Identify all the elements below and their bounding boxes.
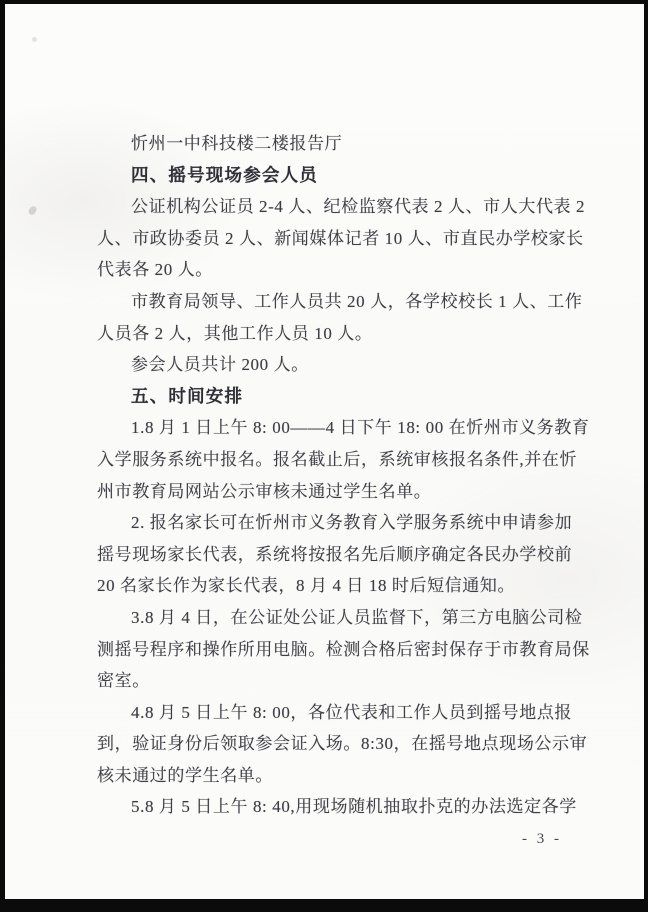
text-line: 人、市政协委员 2 人、新闻媒体记者 10 人、市直民办学校家长 — [97, 228, 584, 248]
text-line: 代表各 20 人。 — [97, 260, 213, 280]
text-line: 5.8 月 5 日上午 8: 40,用现场随机抽取扑克的办法选定各学 — [131, 797, 577, 817]
text-line: 参会人员共计 200 人。 — [131, 355, 309, 375]
text-line: 市教育局领导、工作人员共 20 人，各学校校长 1 人、工作 — [131, 291, 583, 311]
text-line: 3.8 月 4 日，在公证处公证人员监督下，第三方电脑公司检 — [131, 607, 583, 627]
scan-noise-speck — [32, 37, 37, 42]
text-line: 入学服务系统中报名。报名截止后，系统审核报名条件,并在忻 — [97, 449, 578, 469]
text-line: 到，验证身份后领取参会证入场。8:30，在摇号地点现场公示审 — [97, 734, 588, 754]
text-line: 核未通过的学生名单。 — [97, 765, 273, 785]
page-number: - 3 - — [522, 831, 562, 847]
text-line: 摇号现场家长代表，系统将按报名先后顺序确定各民办学校前 — [97, 544, 573, 564]
scan-noise-speck — [27, 205, 37, 216]
document-page — [5, 4, 644, 899]
text-line: 公证机构公证员 2-4 人、纪检监察代表 2 人、市人大代表 2 — [131, 197, 586, 217]
text-line: 州市教育局网站公示审核未通过学生名单。 — [97, 481, 432, 501]
text-line: 20 名家长作为家长代表，8 月 4 日 18 时后短信通知。 — [97, 576, 516, 596]
venue-line: 忻州一中科技楼二楼报告厅 — [131, 134, 343, 153]
text-line: 1.8 月 1 日上午 8: 00——4 日下午 18: 00 在忻州市义务教育 — [131, 418, 590, 438]
text-line: 2. 报名家长可在忻州市义务教育入学服务系统中申请参加 — [131, 513, 573, 533]
text-line: 测摇号程序和操作所用电脑。检测合格后密封保存于市教育局保 — [97, 639, 590, 659]
section-heading-four: 四、摇号现场参会人员 — [131, 164, 318, 185]
section-heading-five: 五、时间安排 — [131, 385, 244, 406]
text-line: 密室。 — [97, 671, 150, 691]
text-line: 人员各 2 人，其他工作人员 10 人。 — [97, 323, 373, 343]
text-line: 4.8 月 5 日上午 8: 00，各位代表和工作人员到摇号地点报 — [131, 702, 573, 722]
document-body — [97, 128, 590, 823]
